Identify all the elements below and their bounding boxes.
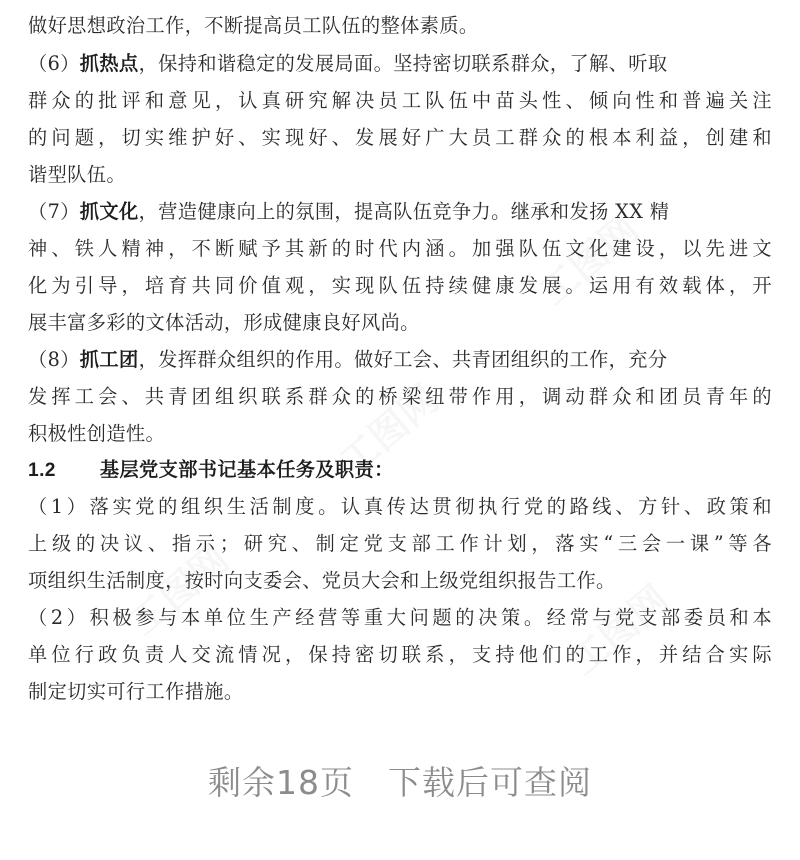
text-line: 群众的批评和意见，认真研究解决员工队伍中苗头性、倾向性和普遍关注 (28, 89, 772, 112)
item-keyword: 抓热点 (79, 52, 139, 75)
text-line: 的问题，切实维护好、实现好、发展好广大员工群众的根本利益，创建和 (28, 126, 772, 149)
section-title: 基层党支部书记基本任务及职责： (99, 458, 394, 481)
text-line: 发挥工会、共青团组织联系群众的桥梁纽带作用，调动群众和团员青年的 (28, 385, 772, 408)
text-line: （1）落实党的组织生活制度。认真传达贯彻执行党的路线、方针、政策和 (28, 495, 772, 518)
section-heading (28, 452, 772, 488)
text-line (28, 8, 772, 44)
item-keyword: 抓工团 (79, 348, 139, 371)
line-text: 做好思想政治工作，不断提高员工队伍的整体素质。 (28, 14, 479, 37)
item-number: （8） (28, 348, 80, 371)
item-number: （7） (28, 200, 80, 223)
text-line: 积极性创造性。 (28, 422, 166, 445)
text-line: （2）积极参与本单位生产经营等重大问题的决策。经常与党支部委员和本 (28, 606, 772, 629)
paragraph-8-line-1 (28, 342, 772, 378)
remaining-pages-link[interactable]: 剩余18页 下载后可查阅 (208, 763, 592, 802)
text-line: 化为引导，培育共同价值观，实现队伍持续健康发展。运用有效载体，开 (28, 274, 772, 297)
text-line: 上级的决议、指示；研究、制定党支部工作计划，落实“三会一课”等各 (28, 532, 772, 555)
text-line: 单位行政负责人交流情况，保持密切联系，支持他们的工作，并结合实际 (28, 643, 772, 666)
paragraph-7-line-1 (28, 194, 772, 230)
paragraph-6-line-1 (28, 46, 772, 82)
section-number: 1.2 (28, 460, 56, 481)
text-line: 神、铁人精神，不断赋予其新的时代内涵。加强队伍文化建设，以先进文 (28, 237, 772, 260)
text-line: 谐型队伍。 (28, 163, 126, 186)
text-line: 项组织生活制度，按时向支委会、党员大会和上级党组织报告工作。 (28, 569, 616, 592)
text-line: 制定切实可行工作措施。 (28, 680, 244, 703)
text-line: 展丰富多彩的文体活动，形成健康良好风尚。 (28, 311, 420, 334)
line-text: ，发挥群众组织的作用。做好工会、共青团组织的工作，充分 (138, 348, 668, 371)
line-text: ，保持和谐稳定的发展局面。坚持密切联系群众，了解、听取 (138, 52, 668, 75)
item-keyword: 抓文化 (79, 200, 139, 223)
item-number: （6） (28, 52, 80, 75)
line-text: ，营造健康向上的氛围，提高队伍竞争力。继承和发扬 XX 精 (138, 200, 670, 223)
